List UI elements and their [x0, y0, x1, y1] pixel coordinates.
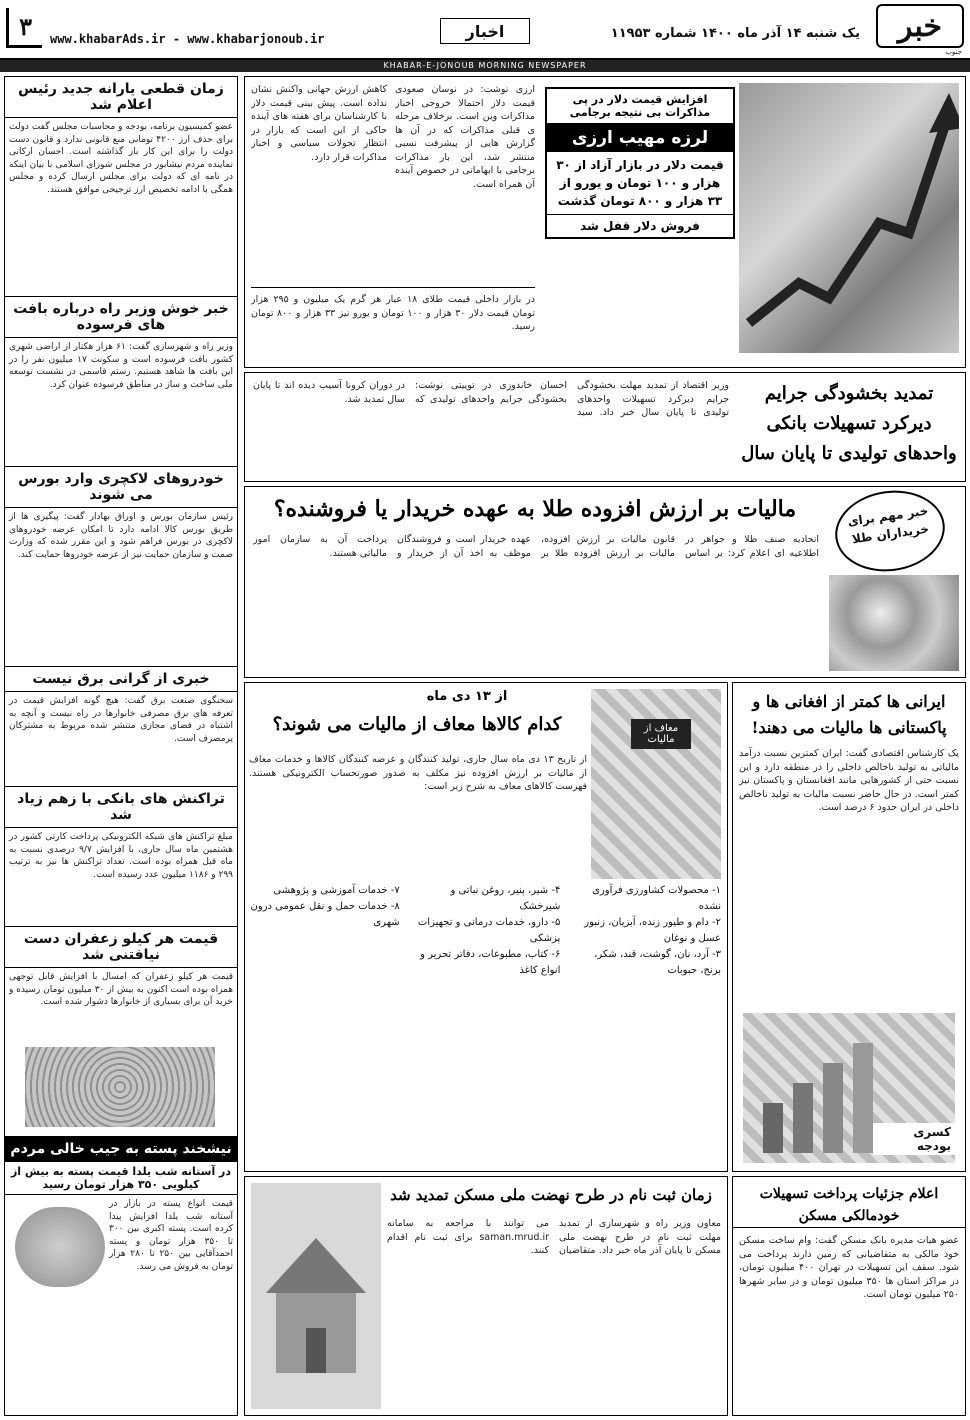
rising-arrow-icon [739, 83, 959, 353]
loan-headline-line[interactable]: دیرکرد تسهیلات بانکی [766, 413, 932, 434]
news-body: سخنگوی صنعت برق گفت: هیچ گونه افزایش قیمت در تعرفه های برق مصرفی خانوارها در راه نیست و آنچه به اشتباه در فضای مجازی منتشر شده مربوط به مشترکان پرمصرف است. [9, 696, 233, 744]
tax-exempt-story [244, 682, 728, 1172]
list-item: ۷- خدمات آموزشی و پژوهشی [273, 885, 400, 896]
news-item [5, 467, 237, 667]
gold-jewelry-photo [829, 575, 959, 671]
mortgage-story [732, 1176, 966, 1416]
calculator-photo [591, 689, 721, 879]
housing-headline[interactable]: زمان ثبت نام در طرح نهضت ملی مسکن تمدید شد [390, 1186, 712, 1204]
list-item: ۳- آرد، نان، گوشت، قند، شکر، برنج، حبوبات [594, 949, 721, 976]
dollar-body-column: ارزی نوشت: در نوسان صعودی قیمت دلار احتمالا خروجی اخبار مذاکرات وین است. برخلاف مرحله ی قبلی مذاکرات که در آن ها گزارش هایی از پیشرفت نسبی منتشر شد، این بار مذاکرات برجامی با ابهاماتی در خصوص آینده آن همراه است. [395, 84, 535, 190]
list-item: ۸- خدمات حمل و نقل عمومی درون شهری [250, 901, 400, 928]
news-body: قیمت انواع پسته در بازار در آستانه شب یلدا افزایش پیدا کرده است. پسته اکبری بین ۳۰۰ تا ۳۵۰ هزار تومان و پسته احمدآقایی بین ۲۵۰ تا ۲۸۰ هزار تومان به فروش می رسد. [109, 1199, 234, 1272]
news-title[interactable]: تراکنش های بانکی با زهم زیاد شد [5, 787, 237, 828]
exempt-goods-list [249, 883, 721, 1163]
tax-exempt-intro: از تاریخ ۱۳ دی ماه سال جاری، تولید کنندگان و عرضه کنندگان کالاها و خدمات معاف از مالیات بر ارزش افزوده نیز مکلف به صدور صورتحساب الکترونیکی هستند. فهرست کالاهای معاف به شرح زیر است: [249, 754, 587, 792]
dollar-bills-photo [739, 83, 959, 353]
english-banner: KHABAR-E-JONOUB MORNING NEWSPAPER [0, 60, 970, 72]
dollar-kicker: افزایش قیمت دلار در پی مذاکرات بی نتیجه برجامی [547, 89, 733, 124]
news-title[interactable]: زمان قطعی یارانه جدید رئیس اعلام شد [5, 77, 237, 118]
news-item [5, 787, 237, 927]
left-news-column [4, 76, 238, 1416]
house-photo [251, 1183, 381, 1409]
news-body: وزیر راه و شهرسازی گفت: ۶۱ هزار هکتار از اراضی شهری کشور بافت فرسوده است و سکونت ۱۷ میلیون نفر را در این بافت ها شاهد هستیم. رستم قاسمی در نشست توسعه ملی ساخت و ساز در مناطق فرسوده عنوان کرد. [9, 342, 233, 390]
mortgage-headline-line[interactable]: خودمالکی مسکن [733, 1205, 965, 1228]
afghan-headline-line[interactable]: ایرانی ها کمتر از افغانی ها و [752, 692, 946, 711]
tax-exempt-headline[interactable]: کدام کالاها معاف از مالیات می شوند؟ [272, 714, 562, 735]
gold-tax-story [244, 486, 966, 678]
page-number: ۳ [6, 8, 42, 48]
logo-text: خبر [897, 8, 943, 44]
section-title: اخبار [440, 18, 530, 44]
dollar-headline-box [545, 87, 735, 239]
afghan-headline-line[interactable]: پاکستانی ها مالیات می دهند! [751, 718, 947, 737]
loan-body: وزیر اقتصاد از تمدید مهلت بخشودگی جرایم دیرکرد تسهیلات واحدهای تولیدی تا پایان سال خبر داد. سید احسان خاندوزی در توییتی نوشت: بخشودگی جرایم واحدهای تولیدی که در دوران کرونا آسیب دیده اند تا پایان سال تمدید شد. [253, 380, 729, 418]
afghan-body: یک کارشناس اقتصادی گفت: ایران کمترین نسبت درآمد مالیاتی به تولید ناخالص داخلی را در منطقه دارد و این نسبت حتی از کشورهایی مانند افغانستان و پاکستان نیز کمتر است. در حال حاضر نسبت مالیات به تولید ناخالص داخلی در ایران حدود ۶ درصد است. [739, 748, 959, 813]
list-item: ۴- شیر، پنیر، روغن نباتی و شیرخشک [450, 885, 561, 912]
dollar-body-bottom: در بازار داخلی قیمت طلای ۱۸ عیار هر گرم یک میلیون و ۲۹۵ هزار تومان قیمت دلار ۳۰ هزار و ۱۰۰ تومان و یورو نیز ۳۳ هزار و ۸۰۰ تومان رسید. [251, 294, 535, 332]
masthead [0, 0, 970, 60]
divider [251, 287, 535, 288]
loan-headline-line[interactable]: تمدید بخشودگی جرایم [764, 383, 934, 404]
news-item [5, 297, 237, 467]
website-links[interactable]: www.khabarAds.ir - www.khabarjonoub.ir [50, 32, 325, 46]
news-body: مبلغ تراکنش های شبکه الکترونیکی پرداخت کارتی کشور در هشتمین ماه سال جاری، با افزایش ۹/۷ درصدی نسبت به ماه قبل همراه بوده است. تعداد تراکنش ها نیز به ترتیب ۲۹۹ و ۱۱۸۶ میلیون عدد رسیده است. [9, 832, 234, 880]
exempt-label: معاف از مالیات [631, 719, 691, 749]
gold-tax-body: اتحادیه صنف طلا و جواهر در اطلاعیه ای اعلام کرد: بر اساس قانون مالیات بر ارزش افزوده، مالیات بر ارزش افزوده طلا بر عهده خریدار است و فروشندگان موظف به اخذ آن از خریدار و پرداخت آن به سازمان امور مالیاتی هستند. [253, 534, 819, 559]
budget-deficit-photo [743, 1013, 955, 1163]
news-item [5, 667, 237, 787]
loan-headline-block [739, 379, 959, 469]
gold-tax-headline[interactable]: مالیات بر ارزش افزوده طلا به عهده خریدار یا فروشنده؟ [273, 496, 797, 522]
dollar-headline[interactable]: لرزه مهیب ارزی [547, 124, 733, 152]
house-icon [251, 1183, 381, 1409]
news-item [5, 1137, 237, 1415]
dollar-body-column: کاهش ارزش جهانی واکنش نشان نداده است. پیش بینی قیمت دلار با کارشناسان برای هفته های آینده حاکی از این است که بازار در انتظار تحولات سیاسی و اخبار مذاکرات قرار دارد. [251, 84, 387, 163]
mortgage-headline-line[interactable]: اعلام جزئیات پرداخت تسهیلات [759, 1186, 939, 1202]
afghan-tax-story [732, 682, 966, 1172]
list-item: ۶- کتاب، مطبوعات، دفاتر تحریر و انواع کاغذ [420, 949, 561, 976]
newspaper-logo[interactable] [876, 4, 964, 48]
loan-story [244, 372, 966, 482]
news-item [5, 77, 237, 297]
logo-subtitle: جنوب [945, 48, 962, 56]
news-body: رئیس سازمان بورس و اوراق بهادار گفت: پیگیری ها از طریق بورس کالا ادامه دارد تا امکان عرضه خودروهای لاکچری در بورس فراهم شود و این مقرر شده که وزارت صمت و سازمان حمایت نیز از عرضه خودروها حمایت کند. [9, 512, 233, 560]
news-title[interactable]: خودروهای لاکچری وارد بورس می شوند [5, 467, 237, 508]
dollar-summary: قیمت دلار در بازار آزاد از ۳۰ هزار و ۱۰۰ تومان و یورو از ۳۳ هزار و ۸۰۰ تومان گذشت [556, 158, 724, 208]
pistachio-photo [15, 1207, 105, 1287]
image-caption: کسری بودجه [873, 1123, 955, 1155]
news-title[interactable]: نیشخند پسته به جیب خالی مردم [5, 1137, 237, 1162]
news-title[interactable]: خبری از گرانی برق نیست [5, 667, 237, 692]
news-title[interactable]: خبر خوش وزیر راه درباره بافت های فرسوده [5, 297, 237, 338]
tax-exempt-kicker: از ۱۳ دی ماه [426, 689, 508, 704]
news-body: عضو کمیسیون برنامه، بودجه و محاسبات مجلس گفت دولت برای حذف ارز ۴۲۰۰ تومانی منع قانونی ندارد و قانون دست دولت را برای این کار باز گذاشته است. احسان ارکانی نماینده مردم نیشابور در مجلس شورای اسلامی با بیان اینکه در نامه ای که دولت برای مجلس ارسال کرده و مجلس همگی با ادامه تخصیص ارز ترجیحی موافق هستند. [9, 122, 234, 195]
mortgage-body: عضو هیات مدیره بانک مسکن گفت: وام ساخت مسکن خود مالکی به متقاضیانی که زمین دارند پرداخت می شود. سقف این تسهیلات در تهران ۴۰۰ میلیون تومان، در مراکز استان ها ۳۵۰ میلیون تومان و در سایر شهرها ۲۵۰ میلیون تومان است. [739, 1235, 959, 1300]
list-item: ۲- دام و طیور زنده، آبزیان، زنبور عسل و نوغان [584, 917, 721, 944]
housing-story [244, 1176, 728, 1416]
list-item: ۱- محصولات کشاورزی فرآوری نشده [592, 885, 721, 912]
news-body: قیمت هر کیلو زعفران که امسال با افزایش قابل توجهی همراه بوده است اکنون به بیش از ۳۰ میلیون تومان رسیده و خرید آن برای بسیاری از خانوارها دشوار شده است. [9, 972, 233, 1007]
news-subtitle: در آستانه شب یلدا قیمت پسته به بیش از کیلویی ۳۵۰ هزار تومان رسید [5, 1162, 237, 1195]
saffron-photo [25, 1047, 215, 1127]
dollar-story [244, 76, 966, 368]
news-title[interactable]: قیمت هر کیلو زعفران دست نیافتنی شد [5, 927, 237, 968]
dollar-footer-note: فروش دلار قفل شد [547, 214, 733, 237]
news-item [5, 927, 237, 1137]
loan-headline-line[interactable]: واحدهای تولیدی تا پایان سال [741, 443, 957, 464]
housing-body: معاون وزیر راه و شهرسازی از تمدید مهلت ثبت نام در طرح نهضت ملی مسکن تا پایان آذر ماه خبر داد. متقاضیان می توانند با مراجعه به سامانه saman.mrud.ir برای ثبت نام اقدام کنند. [387, 1218, 721, 1256]
list-item: ۵- دارو، خدمات درمانی و تجهیزات پزشکی [417, 917, 561, 944]
issue-date: یک شنبه ۱۴ آذر ماه ۱۴۰۰ شماره ۱۱۹۵۳ [610, 26, 860, 41]
gold-news-badge: خبر مهم برای خریداران طلا [830, 484, 950, 579]
